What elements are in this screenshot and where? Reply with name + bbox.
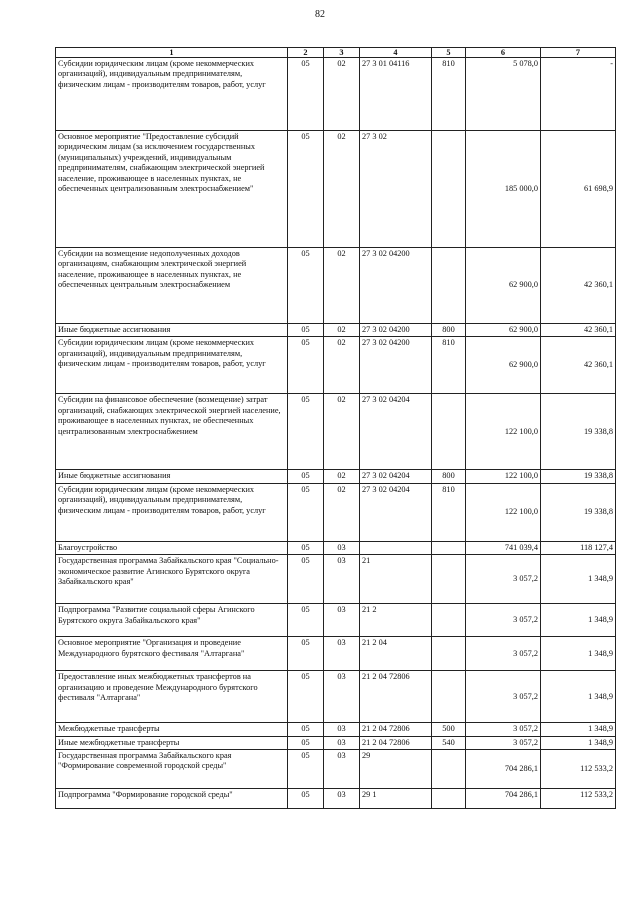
row-target-code: 27 3 02 <box>360 131 432 248</box>
table-row <box>56 736 616 749</box>
row-planned-amount: 3 057,2 <box>466 736 541 749</box>
row-planned-amount: 704 286,1 <box>466 750 541 789</box>
row-planned-amount: 3 057,2 <box>466 637 541 671</box>
row-actual-amount: 1 348,9 <box>541 555 616 604</box>
row-subsection-code: 03 <box>324 671 360 723</box>
table-row <box>56 248 616 324</box>
row-expense-type <box>432 750 466 789</box>
row-name: Предоставление иных межбюджетных трансфертов на организацию и проведение Международного бурятского фестиваля "Алтаргана" <box>56 671 288 723</box>
row-target-code: 27 3 02 04200 <box>360 337 432 394</box>
row-planned-amount: 122 100,0 <box>466 483 541 541</box>
row-subsection-code: 02 <box>324 483 360 541</box>
column-header: 2 <box>288 48 324 58</box>
table-row <box>56 541 616 554</box>
row-name: Основное мероприятие "Организация и проведение Международного бурятского фестиваля "Алтаргана" <box>56 637 288 671</box>
column-header: 6 <box>466 48 541 58</box>
row-section-code: 05 <box>288 58 324 131</box>
row-target-code: 21 2 04 72806 <box>360 671 432 723</box>
row-subsection-code: 03 <box>324 555 360 604</box>
row-subsection-code: 03 <box>324 723 360 736</box>
row-section-code: 05 <box>288 637 324 671</box>
row-actual-amount: 112 533,2 <box>541 789 616 809</box>
row-actual-amount: 112 533,2 <box>541 750 616 789</box>
row-name: Основное мероприятие "Предоставление субсидий юридическим лицам (за исключением государственных (муниципальных) учреждений, индивидуальным предпринимателям, снабжающим электрической энергией население, проживающее в населенных пунктах, не обеспеченных централизованным электроснабжением" <box>56 131 288 248</box>
row-section-code: 05 <box>288 541 324 554</box>
row-expense-type: 500 <box>432 723 466 736</box>
row-actual-amount: 19 338,8 <box>541 483 616 541</box>
column-header: 7 <box>541 48 616 58</box>
row-section-code: 05 <box>288 671 324 723</box>
row-planned-amount: 122 100,0 <box>466 470 541 483</box>
row-planned-amount: 3 057,2 <box>466 671 541 723</box>
row-expense-type <box>432 671 466 723</box>
row-target-code <box>360 541 432 554</box>
row-name: Субсидии на финансовое обеспечение (возмещение) затрат организаций, снабжающих электрической энергией население, проживающее в населенных пунктах, не обеспеченных централизованным электроснабжением <box>56 394 288 470</box>
row-target-code: 29 1 <box>360 789 432 809</box>
row-name: Субсидии на возмещение недополученных доходов организациям, снабжающим электрической энергией население, проживающее в населенных пунктах, не обеспеченных центральным электроснабжением <box>56 248 288 324</box>
row-section-code: 05 <box>288 337 324 394</box>
table-row <box>56 337 616 394</box>
row-expense-type <box>432 789 466 809</box>
row-expense-type: 810 <box>432 58 466 131</box>
row-planned-amount: 704 286,1 <box>466 789 541 809</box>
row-subsection-code: 03 <box>324 541 360 554</box>
row-planned-amount: 5 078,0 <box>466 58 541 131</box>
row-expense-type <box>432 555 466 604</box>
row-name: Государственная программа Забайкальского края "Социально-экономическое развитие Агинского Бурятского округа Забайкальского края" <box>56 555 288 604</box>
row-name: Иные бюджетные ассигнования <box>56 470 288 483</box>
row-name: Межбюджетные трансферты <box>56 723 288 736</box>
row-planned-amount: 741 039,4 <box>466 541 541 554</box>
row-section-code: 05 <box>288 723 324 736</box>
table-row <box>56 750 616 789</box>
row-target-code: 29 <box>360 750 432 789</box>
row-section-code: 05 <box>288 555 324 604</box>
row-section-code: 05 <box>288 470 324 483</box>
row-name: Субсидии юридическим лицам (кроме некоммерческих организаций), индивидуальным предпринимателям, физическим лицам - производителям товаров, работ, услуг <box>56 58 288 131</box>
row-name: Субсидии юридическим лицам (кроме некоммерческих организаций), индивидуальным предпринимателям, физическим лицам - производителям товаров, работ, услуг <box>56 483 288 541</box>
page-number: 82 <box>315 9 325 20</box>
row-section-code: 05 <box>288 131 324 248</box>
column-header: 4 <box>360 48 432 58</box>
budget-table <box>55 47 616 809</box>
row-subsection-code: 02 <box>324 58 360 131</box>
row-section-code: 05 <box>288 789 324 809</box>
row-target-code: 21 2 04 <box>360 637 432 671</box>
row-section-code: 05 <box>288 394 324 470</box>
row-actual-amount: 118 127,4 <box>541 541 616 554</box>
table-row <box>56 483 616 541</box>
row-actual-amount: - <box>541 58 616 131</box>
row-expense-type: 800 <box>432 470 466 483</box>
row-expense-type: 800 <box>432 324 466 337</box>
row-target-code: 27 3 02 04204 <box>360 483 432 541</box>
row-planned-amount: 3 057,2 <box>466 723 541 736</box>
row-actual-amount: 42 360,1 <box>541 337 616 394</box>
row-target-code: 27 3 02 04204 <box>360 394 432 470</box>
row-actual-amount: 61 698,9 <box>541 131 616 248</box>
row-subsection-code: 03 <box>324 637 360 671</box>
row-planned-amount: 62 900,0 <box>466 248 541 324</box>
table-row <box>56 671 616 723</box>
row-name: Благоустройство <box>56 541 288 554</box>
row-subsection-code: 02 <box>324 394 360 470</box>
row-actual-amount: 1 348,9 <box>541 671 616 723</box>
row-expense-type: 810 <box>432 483 466 541</box>
column-header: 1 <box>56 48 288 58</box>
row-target-code: 27 3 02 04200 <box>360 324 432 337</box>
row-section-code: 05 <box>288 483 324 541</box>
row-section-code: 05 <box>288 248 324 324</box>
row-target-code: 21 <box>360 555 432 604</box>
row-subsection-code: 03 <box>324 736 360 749</box>
row-target-code: 21 2 04 72806 <box>360 723 432 736</box>
table-row <box>56 789 616 809</box>
row-expense-type <box>432 131 466 248</box>
row-name: Иные межбюджетные трансферты <box>56 736 288 749</box>
row-planned-amount: 185 000,0 <box>466 131 541 248</box>
row-target-code: 27 3 01 04116 <box>360 58 432 131</box>
row-planned-amount: 3 057,2 <box>466 604 541 637</box>
row-expense-type: 810 <box>432 337 466 394</box>
row-subsection-code: 02 <box>324 337 360 394</box>
table-row <box>56 324 616 337</box>
row-target-code: 21 2 04 72806 <box>360 736 432 749</box>
row-subsection-code: 02 <box>324 470 360 483</box>
table-row <box>56 555 616 604</box>
row-target-code: 27 3 02 04204 <box>360 470 432 483</box>
row-section-code: 05 <box>288 324 324 337</box>
table-row <box>56 394 616 470</box>
row-planned-amount: 122 100,0 <box>466 394 541 470</box>
table-row <box>56 58 616 131</box>
row-section-code: 05 <box>288 750 324 789</box>
table-row <box>56 131 616 248</box>
row-expense-type <box>432 637 466 671</box>
table-row <box>56 723 616 736</box>
header-row <box>56 48 616 58</box>
row-actual-amount: 1 348,9 <box>541 604 616 637</box>
row-target-code: 27 3 02 04200 <box>360 248 432 324</box>
table-row <box>56 637 616 671</box>
row-subsection-code: 02 <box>324 248 360 324</box>
row-expense-type <box>432 541 466 554</box>
row-expense-type: 540 <box>432 736 466 749</box>
row-name: Субсидии юридическим лицам (кроме некоммерческих организаций), индивидуальным предпринимателям, физическим лицам - производителям товаров, работ, услуг <box>56 337 288 394</box>
row-planned-amount: 62 900,0 <box>466 337 541 394</box>
row-actual-amount: 19 338,8 <box>541 394 616 470</box>
column-header: 3 <box>324 48 360 58</box>
table-row <box>56 470 616 483</box>
row-actual-amount: 1 348,9 <box>541 637 616 671</box>
row-name: Иные бюджетные ассигнования <box>56 324 288 337</box>
row-subsection-code: 03 <box>324 750 360 789</box>
row-expense-type <box>432 248 466 324</box>
row-subsection-code: 03 <box>324 604 360 637</box>
row-subsection-code: 03 <box>324 789 360 809</box>
column-header: 5 <box>432 48 466 58</box>
row-subsection-code: 02 <box>324 324 360 337</box>
row-target-code: 21 2 <box>360 604 432 637</box>
row-name: Подпрограмма "Формирование городской среды" <box>56 789 288 809</box>
row-expense-type <box>432 604 466 637</box>
row-actual-amount: 42 360,1 <box>541 248 616 324</box>
row-name: Подпрограмма "Развитие социальной сферы Агинского Бурятского округа Забайкальского края" <box>56 604 288 637</box>
row-actual-amount: 19 338,8 <box>541 470 616 483</box>
row-expense-type <box>432 394 466 470</box>
row-actual-amount: 1 348,9 <box>541 723 616 736</box>
row-actual-amount: 1 348,9 <box>541 736 616 749</box>
row-planned-amount: 62 900,0 <box>466 324 541 337</box>
row-section-code: 05 <box>288 604 324 637</box>
row-name: Государственная программа Забайкальского края "Формирование современной городской среды" <box>56 750 288 789</box>
row-section-code: 05 <box>288 736 324 749</box>
row-planned-amount: 3 057,2 <box>466 555 541 604</box>
row-subsection-code: 02 <box>324 131 360 248</box>
row-actual-amount: 42 360,1 <box>541 324 616 337</box>
table-row <box>56 604 616 637</box>
